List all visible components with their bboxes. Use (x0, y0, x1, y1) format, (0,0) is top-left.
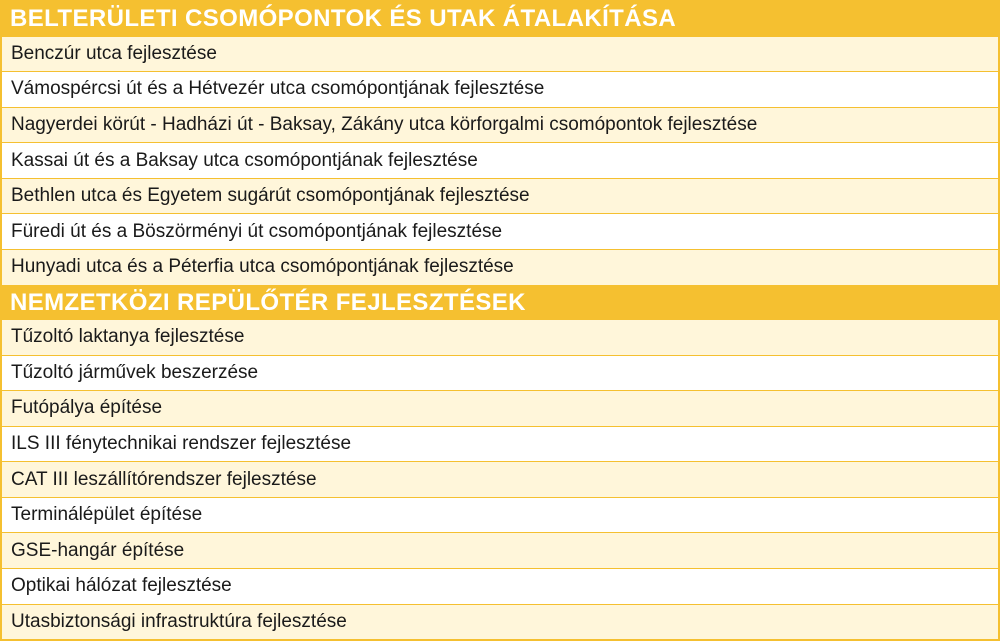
table-row: Vámospércsi út és a Hétvezér utca csomópontjának fejlesztése (2, 72, 998, 108)
table-row: Tűzoltó laktanya fejlesztése (2, 320, 998, 356)
table-row: Nagyerdei körút - Hadházi út - Baksay, Zákány utca körforgalmi csomópontok fejlesztése (2, 108, 998, 144)
table-row: Optikai hálózat fejlesztése (2, 569, 998, 605)
table-row: Terminálépület építése (2, 498, 998, 534)
table-row: Hunyadi utca és a Péterfia utca csomópontjának fejlesztése (2, 250, 998, 286)
table-row: Bethlen utca és Egyetem sugárút csomópontjának fejlesztése (2, 179, 998, 215)
table-row: Füredi út és a Böszörményi út csomópontjának fejlesztése (2, 214, 998, 250)
table-row: Tűzoltó járművek beszerzése (2, 356, 998, 392)
table-row: ILS III fénytechnikai rendszer fejlesztése (2, 427, 998, 463)
table-row: CAT III leszállítórendszer fejlesztése (2, 462, 998, 498)
table-row: Benczúr utca fejlesztése (2, 37, 998, 73)
section-header-repuloter: NEMZETKÖZI REPÜLŐTÉR FEJLESZTÉSEK (2, 286, 998, 321)
section-header-belteruleti: BELTERÜLETI CSOMÓPONTOK ÉS UTAK ÁTALAKÍTÁSA (2, 2, 998, 37)
table-row: Utasbiztonsági infrastruktúra fejlesztése (2, 605, 998, 640)
table-row: Kassai út és a Baksay utca csomópontjának fejlesztése (2, 143, 998, 179)
table-row: Futópálya építése (2, 391, 998, 427)
table-row: GSE-hangár építése (2, 533, 998, 569)
